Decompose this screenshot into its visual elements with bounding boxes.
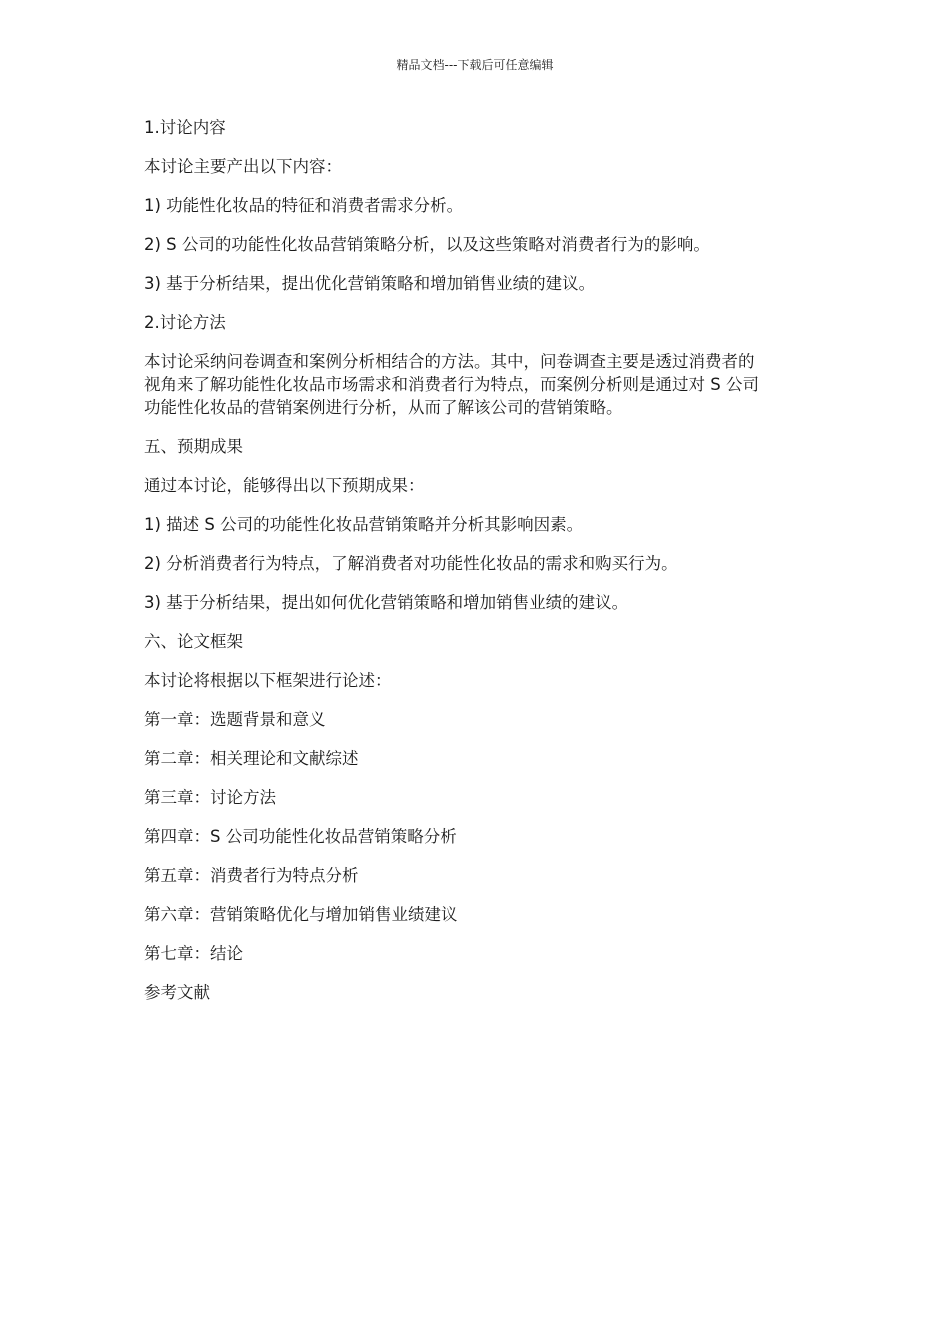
expected-result-2: 2) 分析消费者行为特点，了解消费者对功能性化妆品的需求和购买行为。 <box>144 554 678 573</box>
page-header: 精品文档---下载后可任意编辑 <box>396 58 554 72</box>
content-item-1: 1) 功能性化妆品的特征和消费者需求分析。 <box>144 196 464 215</box>
content-intro: 本讨论主要产出以下内容： <box>144 157 342 176</box>
expected-results-intro: 通过本讨论，能够得出以下预期成果： <box>144 476 425 495</box>
content-item-2: 2) S 公司的功能性化妆品营销策略分析，以及这些策略对消费者行为的影响。 <box>144 235 710 254</box>
expected-result-3: 3) 基于分析结果，提出如何优化营销策略和增加销售业绩的建议。 <box>144 593 629 612</box>
chapter-1: 第一章：选题背景和意义 <box>144 710 326 729</box>
chapter-7: 第七章：结论 <box>144 944 243 963</box>
section-heading-method: 2.讨论方法 <box>144 313 226 332</box>
expected-result-1: 1) 描述 S 公司的功能性化妆品营销策略并分析其影响因素。 <box>144 515 584 534</box>
section-heading-content: 1.讨论内容 <box>144 118 226 137</box>
framework-intro: 本讨论将根据以下框架进行论述： <box>144 671 392 690</box>
method-paragraph-line: 功能性化妆品的营销案例进行分析，从而了解该公司的营销策略。 <box>144 398 623 417</box>
chapter-3: 第三章：讨论方法 <box>144 788 276 807</box>
chapter-4: 第四章：S 公司功能性化妆品营销策略分析 <box>144 827 457 846</box>
section-heading-framework: 六、论文框架 <box>144 632 243 651</box>
method-paragraph-line: 视角来了解功能性化妆品市场需求和消费者行为特点，而案例分析则是通过对 S 公司 <box>144 375 759 394</box>
content-item-3: 3) 基于分析结果，提出优化营销策略和增加销售业绩的建议。 <box>144 274 596 293</box>
chapter-2: 第二章：相关理论和文献综述 <box>144 749 359 768</box>
chapter-5: 第五章：消费者行为特点分析 <box>144 866 359 885</box>
section-heading-expected-results: 五、预期成果 <box>144 437 243 456</box>
method-paragraph-line: 本讨论采纳问卷调查和案例分析相结合的方法。其中，问卷调查主要是透过消费者的 <box>144 352 755 371</box>
chapter-6: 第六章：营销策略优化与增加销售业绩建议 <box>144 905 458 924</box>
references: 参考文献 <box>144 983 210 1002</box>
document-body <box>144 116 804 1020</box>
method-paragraph <box>144 350 804 419</box>
